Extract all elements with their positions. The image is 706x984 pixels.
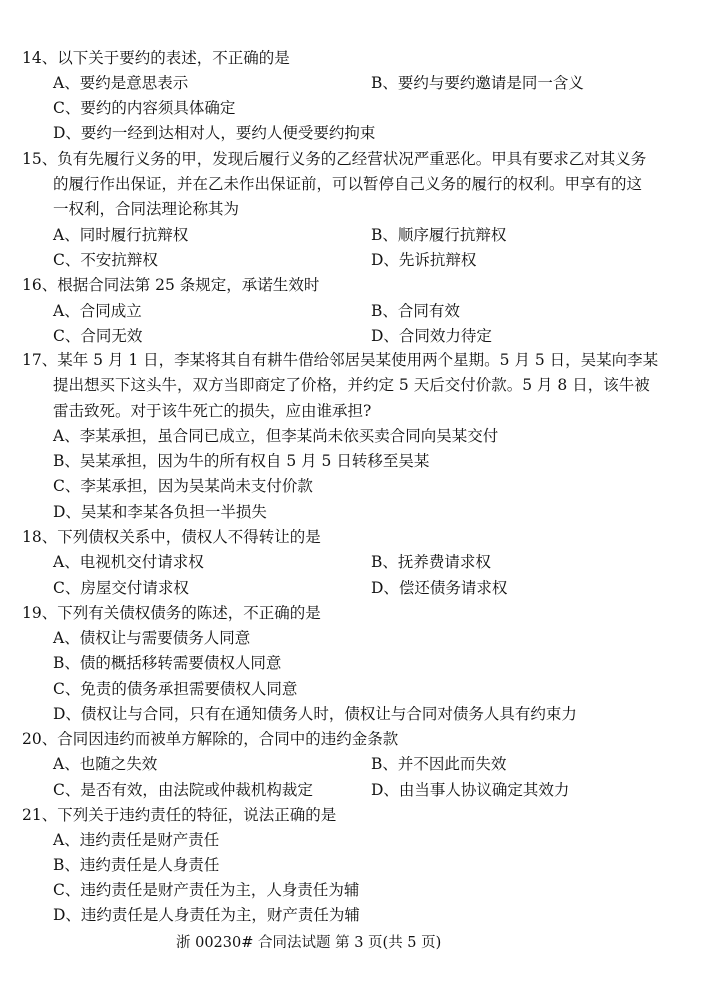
option: D、债权让与合同，只有在通知债务人时，债权让与合同对债务人具有约束力 xyxy=(53,705,577,723)
question-stem: 15、负有先履行义务的甲，发现后履行义务的乙经营状况严重恶化。甲具有要求乙对其义务 xyxy=(22,150,647,168)
option: A、同时履行抗辩权 xyxy=(53,226,189,244)
option: B、要约与要约邀请是同一含义 xyxy=(371,74,584,92)
option: D、由当事人协议确定其效力 xyxy=(371,781,570,799)
option: C、房屋交付请求权 xyxy=(53,579,189,597)
question-stem-continuation: 雷击致死。对于该牛死亡的损失，应由谁承担? xyxy=(53,402,372,420)
option: B、债的概括移转需要债权人同意 xyxy=(53,654,282,672)
option: A、要约是意思表示 xyxy=(53,74,189,92)
page-footer: 浙 00230# 合同法试题 第 3 页(共 5 页) xyxy=(176,935,442,951)
option: D、违约责任是人身责任为主，财产责任为辅 xyxy=(53,906,360,924)
option: B、违约责任是人身责任 xyxy=(53,856,220,874)
option: C、合同无效 xyxy=(53,327,143,345)
question-stem: 19、下列有关债权债务的陈述，不正确的是 xyxy=(22,604,321,622)
option: B、顺序履行抗辩权 xyxy=(371,226,507,244)
option: D、偿还债务请求权 xyxy=(371,579,508,597)
option: C、不安抗辩权 xyxy=(53,251,158,269)
option: D、合同效力待定 xyxy=(371,327,492,345)
option: A、债权让与需要债务人同意 xyxy=(53,629,251,647)
option: C、要约的内容须具体确定 xyxy=(53,99,236,117)
question-stem: 20、合同因违约而被单方解除的，合同中的违约金条款 xyxy=(22,730,399,748)
question-stem-continuation: 一权利，合同法理论称其为 xyxy=(53,200,240,218)
option: C、违约责任是财产责任为主，人身责任为辅 xyxy=(53,881,360,899)
question-stem-continuation: 的履行作出保证，并在乙未作出保证前，可以暂停自己义务的履行的权利。甲享有的这 xyxy=(53,175,643,193)
question-stem: 18、下列债权关系中，债权人不得转让的是 xyxy=(22,528,321,546)
option: D、吴某和李某各负担一半损失 xyxy=(53,503,267,521)
option: A、李某承担，虽合同已成立，但李某尚未依买卖合同向吴某交付 xyxy=(53,427,499,445)
option: B、合同有效 xyxy=(371,302,460,320)
option: A、合同成立 xyxy=(53,302,142,320)
option: A、也随之失效 xyxy=(53,755,158,773)
option: A、电视机交付请求权 xyxy=(53,553,204,571)
question-stem-continuation: 提出想买下这头牛，双方当即商定了价格，并约定 5 天后交付价款。5 月 8 日，该牛被 xyxy=(53,376,650,394)
option: D、先诉抗辩权 xyxy=(371,251,477,269)
option: C、李某承担，因为吴某尚未支付价款 xyxy=(53,477,313,495)
option: C、是否有效，由法院或仲裁机构裁定 xyxy=(53,781,313,799)
option: D、要约一经到达相对人，要约人便受要约拘束 xyxy=(53,124,376,142)
question-stem: 21、下列关于违约责任的特征，说法正确的是 xyxy=(22,806,337,824)
question-stem: 16、根据合同法第 25 条规定，承诺生效时 xyxy=(22,276,320,294)
option: C、免责的债务承担需要债权人同意 xyxy=(53,680,298,698)
option: B、并不因此而失效 xyxy=(371,755,507,773)
option: A、违约责任是财产责任 xyxy=(53,831,220,849)
question-stem: 14、以下关于要约的表述，不正确的是 xyxy=(22,49,290,67)
option: B、吴某承担，因为牛的所有权自 5 月 5 日转移至吴某 xyxy=(53,452,430,470)
option: B、抚养费请求权 xyxy=(371,553,491,571)
question-stem: 17、某年 5 月 1 日，李某将其自有耕牛借给邻居吴某使用两个星期。5 月 5 日，吴某向李某 xyxy=(22,351,659,369)
